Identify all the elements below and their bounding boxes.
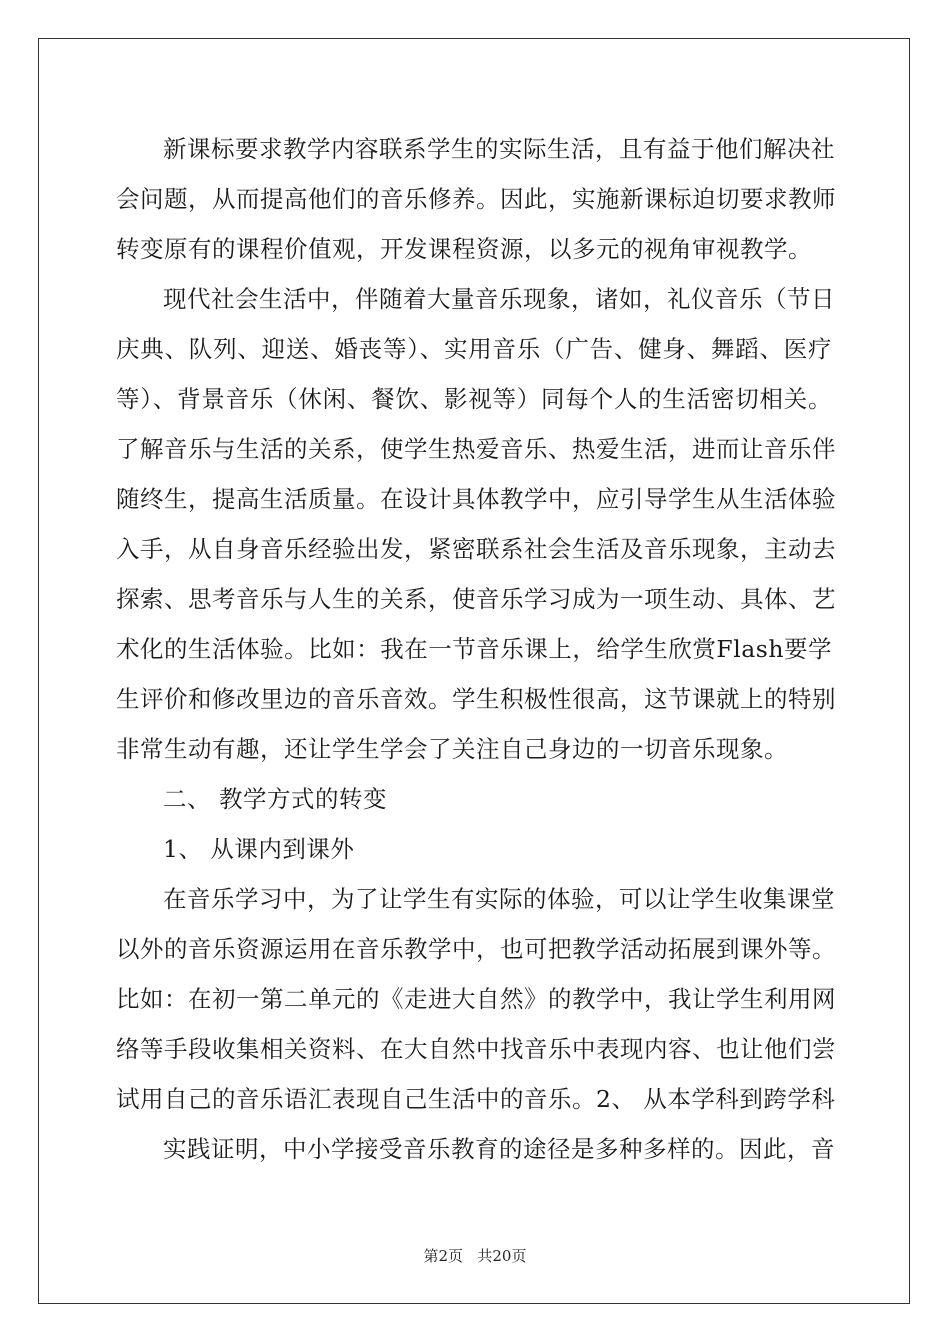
paragraph-line: 比如：在初一第二单元的《走进大自然》的教学中，我让学生利用网 [116, 985, 836, 1013]
paragraph-line: 非常生动有趣，还让学生学会了关注自己身边的一切音乐现象。 [116, 735, 788, 763]
paragraph-line: 在音乐学习中，为了让学生有实际的体验，可以让学生收集课堂 [163, 885, 835, 913]
paragraph-line: 会问题，从而提高他们的音乐修养。因此，实施新课标迫切要求教师 [116, 185, 836, 213]
page-number: 第2页 [423, 1247, 464, 1265]
total-pages: 共20页 [477, 1247, 527, 1265]
paragraph-line: 术化的生活体验。比如：我在一节音乐课上，给学生欣赏Flash要学 [116, 635, 832, 663]
paragraph-line: 探索、思考音乐与人生的关系，使音乐学习成为一项生动、具体、艺 [116, 585, 836, 613]
paragraph-line: 转变原有的课程价值观，开发课程资源，以多元的视角审视教学。 [116, 235, 812, 263]
paragraph-line: 了解音乐与生活的关系，使学生热爱音乐、热爱生活，进而让音乐伴 [116, 435, 836, 463]
paragraph-line: 实践证明，中小学接受音乐教育的途径是多种多样的。因此，音 [163, 1135, 835, 1163]
document-body [116, 124, 836, 1174]
paragraph-line: 以外的音乐资源运用在音乐教学中，也可把教学活动拓展到课外等。 [116, 935, 836, 963]
paragraph-line: 试用自己的音乐语汇表现自己生活中的音乐。2、 从本学科到跨学科 [116, 1085, 836, 1113]
paragraph-line: 庆典、队列、迎送、婚丧等）、实用音乐（广告、健身、舞蹈、医疗 [116, 335, 832, 363]
paragraph-line: 随终生，提高生活质量。在设计具体教学中，应引导学生从生活体验 [116, 485, 836, 513]
paragraph-line: 现代社会生活中，伴随着大量音乐现象，诸如，礼仪音乐（节日 [163, 285, 835, 313]
page-footer [0, 1245, 950, 1266]
section-heading: 二、 教学方式的转变 [163, 785, 387, 813]
paragraph-line: 生评价和修改里边的音乐音效。学生积极性很高，这节课就上的特别 [116, 685, 836, 713]
subsection-heading: 1、 从课内到课外 [163, 835, 355, 863]
footer-gap [463, 1247, 477, 1265]
paragraph-line: 络等手段收集相关资料、在大自然中找音乐中表现内容、也让他们尝 [116, 1035, 836, 1063]
paragraph-line: 等）、背景音乐（休闲、餐饮、影视等）同每个人的生活密切相关。 [116, 385, 832, 413]
paragraph-line: 新课标要求教学内容联系学生的实际生活，且有益于他们解决社 [163, 135, 835, 163]
paragraph-line: 入手，从自身音乐经验出发，紧密联系社会生活及音乐现象，主动去 [116, 535, 836, 563]
